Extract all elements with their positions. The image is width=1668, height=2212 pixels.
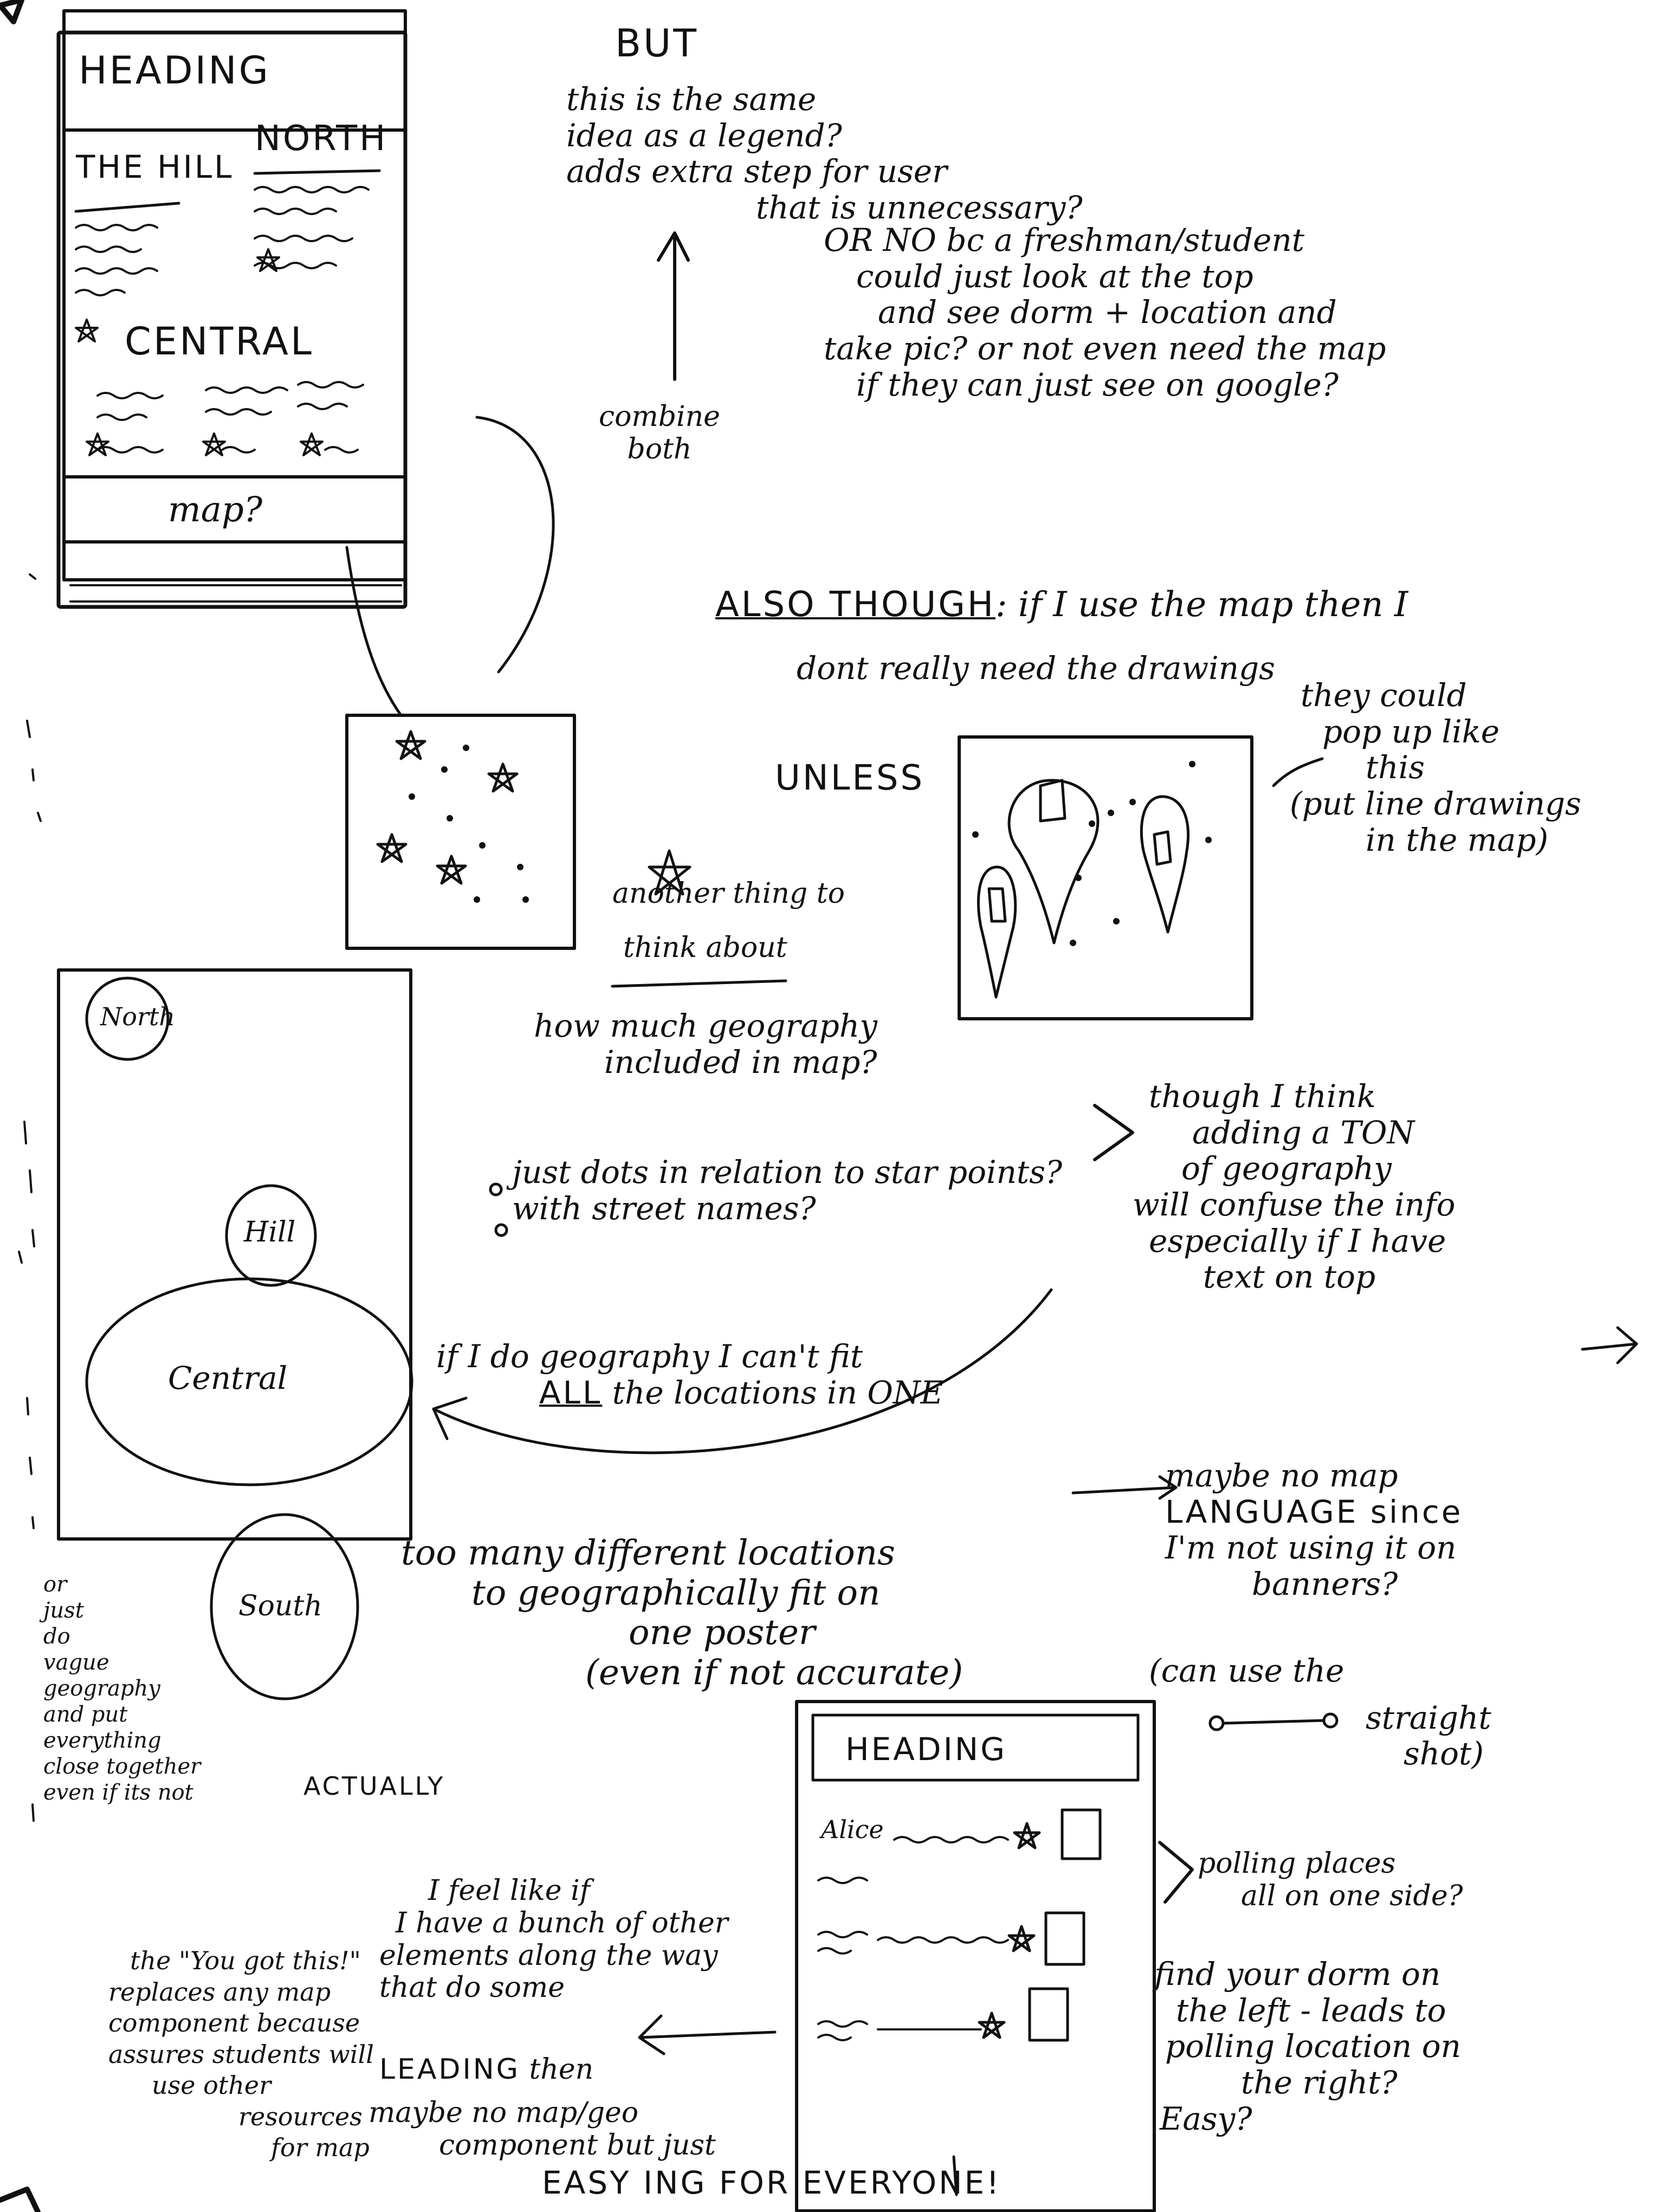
poster-map-label: map?: [168, 490, 263, 530]
note-another-thing: another thing to: [612, 877, 845, 910]
note-straight-shot: (can use the straight shot): [1149, 1652, 1491, 1773]
note-feel-like: I feel like if I have a bunch of other elements along the way that do some: [379, 1874, 728, 2004]
note-too-many: too many different locations to geographically fit on one poster (even if not accurate): [401, 1533, 964, 1693]
poster-bottom-heading: HEADING: [845, 1731, 1007, 1768]
note-think-about: think about: [623, 932, 787, 964]
poster-sketch-bottom-frame: [797, 1702, 1154, 2211]
note-popup: they could pop up like this (put line drawings in the map): [1290, 677, 1581, 858]
bullet-icon: [496, 1225, 507, 1236]
note-legend: this is the same idea as a legend? adds extra step for user that is unnecessary?: [566, 81, 1083, 227]
connector-line: [347, 547, 401, 715]
arrow-right-icon: [1582, 1328, 1637, 1363]
map-label-central: Central: [168, 1360, 288, 1396]
note-but: BUT: [615, 21, 699, 66]
map-label-south: South: [238, 1590, 322, 1622]
bullet-icon: [490, 1184, 501, 1195]
note-unless: UNLESS: [775, 758, 925, 798]
pin-map-sketch: [959, 737, 1252, 1019]
note-ton: though I think adding a TON of geography will confuse the info especially if I have text on top: [1133, 1078, 1456, 1296]
note-bullets: just dots in relation to star points? with street names?: [512, 1154, 1063, 1227]
poster-heading: HEADING: [79, 48, 270, 93]
note-cant-fit: if I do geography I can't fit ALL the locations in ONE: [436, 1338, 944, 1411]
note-no-geo: maybe no map/geo component but just: [368, 2097, 716, 2162]
corner-mark: [0, 2189, 38, 2212]
note-dont-need: dont really need the drawings: [797, 650, 1275, 687]
note-actually: ACTUALLY: [303, 1771, 445, 1801]
poster-bottom-row-label: Alice: [821, 1815, 884, 1844]
margin-ticks: [19, 574, 41, 1821]
connector-line: [477, 417, 553, 672]
note-combine: combine both: [599, 400, 720, 465]
underline: [612, 981, 786, 986]
note-leading: LEADING then: [379, 2053, 594, 2086]
note-no-map-language: maybe no map LANGUAGE since I'm not using it on banners?: [1165, 1457, 1463, 1603]
poster-section-central: CENTRAL: [125, 319, 314, 364]
note-you-got-this: the "You got this!" replaces any map component because assures students will use other resources for map: [108, 1946, 374, 2162]
poster-section-hill: THE HILL: [76, 148, 234, 185]
map-label-north: North: [100, 1002, 176, 1031]
note-geography: how much geography included in map?: [534, 1007, 878, 1081]
map-label-hill: Hill: [244, 1216, 296, 1249]
note-find-dorm: find your dorm on the left - leads to polling location on the right? Easy?: [1154, 1956, 1461, 2137]
bracket-mark: [1095, 1105, 1133, 1160]
note-also-though: ALSO THOUGH: if I use the map then I: [715, 585, 1408, 625]
arrow-up-icon: [658, 233, 688, 379]
poster-section-north: NORTH: [255, 119, 388, 159]
arrow-right-icon: [1073, 1477, 1176, 1498]
note-vague-geography: or just do vague geography and put everything close together even if its not: [43, 1572, 201, 1805]
star-map-sketch: [347, 715, 574, 948]
note-easy-for-everyone: EASY ING FOR EVERYONE!: [542, 2164, 1001, 2201]
note-polling: polling places all on one side?: [1198, 1847, 1463, 1912]
note-freshman: OR NO bc a freshman/student could just look at the top and see dorm + location and take pic? or not even need the map if they can just see on google?: [824, 222, 1386, 403]
bracket-mark: [1160, 1842, 1192, 1902]
arrow-left-icon: [639, 2016, 775, 2054]
corner-mark: [0, 0, 22, 22]
